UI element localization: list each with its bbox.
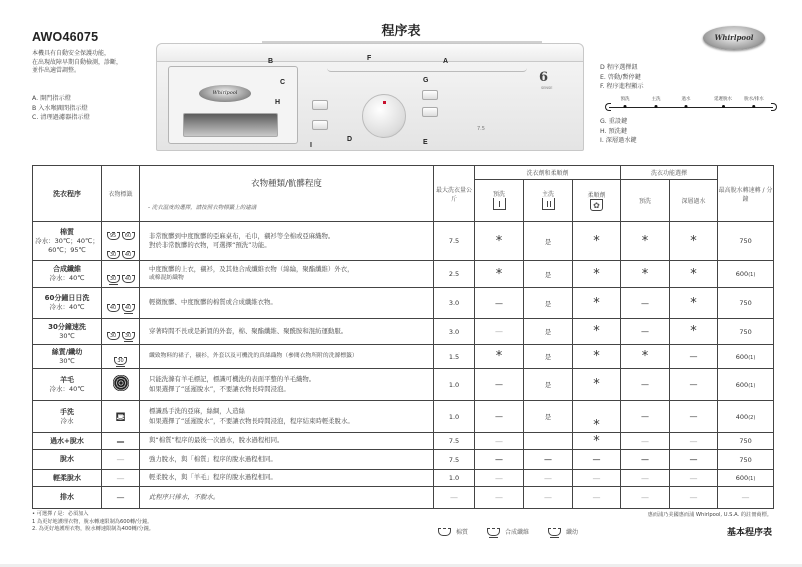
- program-name: 排水: [33, 487, 102, 509]
- care-label-icons: [102, 222, 140, 261]
- care-label-icons: [102, 319, 140, 345]
- fn-prewash-cell: *: [621, 261, 670, 288]
- left-legend: [32, 94, 90, 123]
- wash-temp-icon: 40: [122, 304, 135, 312]
- softener-cell: *: [573, 433, 621, 450]
- program-name: 手洗 冷水: [33, 401, 102, 433]
- legend-synthetic: 合成纖維: [486, 527, 529, 536]
- care-label-none: —: [102, 487, 140, 509]
- dial-marker: [383, 101, 386, 104]
- softener-cell: *: [573, 345, 621, 369]
- control-panel-illustration: [156, 43, 584, 151]
- max-load: 1.5: [434, 345, 475, 369]
- mainwash-cell: 是: [524, 288, 573, 319]
- header-max-load: 最大洗衣量公斤: [434, 166, 475, 222]
- callout-g: G: [423, 77, 429, 84]
- fn-prewash-cell: —: [621, 369, 670, 401]
- fabric-description: 穿著時間不長或是新買的外套，棉、聚酯纖維、聚酰胺和混紡運動服。: [140, 319, 434, 345]
- fn-prewash-cell: —: [621, 401, 670, 433]
- header-fn-deep-rinse: 深層過水: [670, 180, 718, 222]
- intro-line: 在出現故障早期自動檢測，診斷，: [32, 58, 123, 66]
- fn-prewash-cell: —: [621, 288, 670, 319]
- max-spin: 600(1): [718, 369, 774, 401]
- softener-cell: —: [573, 470, 621, 487]
- mainwash-cell: —: [524, 487, 573, 509]
- program-progress-diagram: [605, 97, 777, 112]
- progress-step-rinse: 過水: [682, 96, 691, 108]
- prewash-cell: *: [475, 261, 524, 288]
- table-row: [33, 288, 774, 319]
- fabric-description: 此程序只排水，不脫水。: [140, 487, 434, 509]
- fabric-description: 只能洗滌有羊毛標記，標識可機洗的表面平整的羊毛織物。 如果選擇了“延遲脫水”，不要讓衣物長時間浸泡。: [140, 369, 434, 401]
- max-spin: —: [718, 487, 774, 509]
- progress-step-spin-drain: 脫水/排水: [744, 96, 764, 108]
- callout-a: A: [443, 58, 449, 65]
- max-spin: 750: [718, 433, 774, 450]
- callout-i: I: [310, 142, 312, 149]
- wash-temp-icon: 30: [107, 251, 120, 259]
- delicate-tub-icon: [548, 528, 561, 536]
- callout-c: C: [280, 79, 286, 86]
- max-load: 7.5: [434, 450, 475, 470]
- table-row: [33, 369, 774, 401]
- max-spin: 750: [718, 319, 774, 345]
- mainwash-cell: 是: [524, 222, 573, 261]
- deep-rinse-button: [312, 120, 328, 130]
- legend-cotton: 棉質: [437, 527, 468, 536]
- max-spin: 750: [718, 288, 774, 319]
- footnote-legend: • 可選擇 / 是：必須加入: [32, 511, 89, 517]
- max-load: 2.5: [434, 261, 475, 288]
- care-label-icons: [102, 288, 140, 319]
- mainwash-cell: 是: [524, 319, 573, 345]
- callout-d: D: [347, 136, 353, 143]
- table-row: [33, 345, 774, 369]
- softener-cell: —: [573, 487, 621, 509]
- max-load: 7.5: [434, 222, 475, 261]
- softener-cell: *: [573, 319, 621, 345]
- header-mainwash: 主洗: [524, 180, 573, 222]
- intro-line: 並作出適當調整。: [32, 67, 81, 74]
- table-row: [33, 319, 774, 345]
- legend-item-e: E. 啓動/暫停鍵: [600, 73, 641, 81]
- cotton-tub-icon: [438, 528, 451, 536]
- care-label-icons: [102, 369, 140, 401]
- table-row: [33, 433, 774, 450]
- wash-temp-icon: 40: [122, 251, 135, 259]
- prewash-cell: —: [475, 401, 524, 433]
- max-spin: 750: [718, 450, 774, 470]
- table-row: [33, 450, 774, 470]
- header-softener: 柔順劑 ✿: [573, 180, 621, 222]
- fn-prewash-cell: —: [621, 470, 670, 487]
- max-spin: 600(1): [718, 470, 774, 487]
- softener-cell: *: [573, 222, 621, 261]
- fabric-description: 與“棉質”程序的最後一次過水，脫水過程相同。: [140, 433, 434, 450]
- intro-text: [32, 50, 122, 76]
- wash-temp-icon: 40: [107, 304, 120, 312]
- fn-prewash-cell: —: [621, 319, 670, 345]
- program-name: 30分鐘速洗 30℃: [33, 319, 102, 345]
- wash-temp-icon: 30: [114, 357, 127, 365]
- drawer-handle: [183, 113, 278, 137]
- legend-item-f: F. 程序進程顯示: [600, 83, 644, 90]
- header-care-label: 衣物標籤: [102, 166, 140, 222]
- document-title: 程序表: [381, 24, 421, 39]
- fn-prewash-cell: —: [621, 450, 670, 470]
- fn-deep-rinse-cell: *: [670, 261, 718, 288]
- footnotes: [32, 511, 154, 534]
- header-fabric-type: 衣物種類/骯髒程度 - 洗衣溫度的選擇，請按照衣物標籤上的建議: [140, 166, 434, 222]
- legend-item-d: D 程序選擇鈕: [600, 64, 638, 71]
- fn-deep-rinse-cell: —: [670, 401, 718, 433]
- prewash-cell: *: [475, 222, 524, 261]
- mainwash-cell: —: [524, 450, 573, 470]
- footnote-2: 2. 為更好地護理衣物，脫水轉速限制為400轉/分鐘。: [32, 526, 154, 532]
- woolmark-icon: [113, 375, 129, 391]
- fn-prewash-cell: *: [621, 345, 670, 369]
- mainwash-cell: 是: [524, 261, 573, 288]
- max-load: —: [434, 487, 475, 509]
- legend-item-i: I. 深層過水鍵: [600, 137, 637, 144]
- fabric-description: 輕柔脫水，與「羊毛」程序的脫水過程相同。: [140, 470, 434, 487]
- max-spin: 600(1): [718, 261, 774, 288]
- care-label-icons: [102, 401, 140, 433]
- max-spin: 750: [718, 222, 774, 261]
- softener-cell: *: [573, 369, 621, 401]
- prewash-compartment-icon: [493, 198, 506, 210]
- prewash-cell: —: [475, 470, 524, 487]
- intro-line: 本機具有自動安全保護功能，: [32, 50, 111, 57]
- header-function-group: 洗衣功能選擇: [621, 166, 718, 180]
- max-load: 1.0: [434, 470, 475, 487]
- sense-label: SENSE: [541, 86, 553, 90]
- fn-deep-rinse-cell: *: [670, 319, 718, 345]
- fn-deep-rinse-cell: —: [670, 369, 718, 401]
- program-name: 羊毛 冷水：40℃: [33, 369, 102, 401]
- max-load: 1.0: [434, 401, 475, 433]
- right-legend-top: [600, 63, 644, 92]
- max-spin: 400(2): [718, 401, 774, 433]
- fn-deep-rinse-cell: *: [670, 288, 718, 319]
- softener-cell: *: [573, 288, 621, 319]
- program-name: 輕柔脫水: [33, 470, 102, 487]
- fn-deep-rinse-cell: —: [670, 433, 718, 450]
- sense-badge: 6: [539, 70, 549, 85]
- wash-temp-icon: 30: [107, 332, 120, 340]
- whirlpool-logo: Whirlpool: [703, 26, 765, 50]
- legend-item-g: G. 重設鍵: [600, 118, 628, 125]
- prewash-cell: —: [475, 487, 524, 509]
- program-name: 絲質/纖幼 30℃: [33, 345, 102, 369]
- max-load: 1.0: [434, 369, 475, 401]
- table-row: [33, 261, 774, 288]
- program-name: 合成纖維 冷水：40℃: [33, 261, 102, 288]
- care-label-none: —: [102, 433, 140, 450]
- fn-deep-rinse-cell: —: [670, 470, 718, 487]
- header-prewash: 預洗: [475, 180, 524, 222]
- max-spin: 600(1): [718, 345, 774, 369]
- program-name: 棉質 冷水：30℃；40℃； 60℃；95℃: [33, 222, 102, 261]
- care-symbol-legend: [437, 527, 578, 536]
- drawer-logo: Whirlpool: [199, 85, 251, 102]
- fn-deep-rinse-cell: —: [670, 487, 718, 509]
- prewash-cell: —: [475, 433, 524, 450]
- care-label-icons: [102, 345, 140, 369]
- start-pause-button: [422, 107, 438, 117]
- table-row: [33, 401, 774, 433]
- mainwash-cell: 是: [524, 369, 573, 401]
- care-label-none: —: [102, 470, 140, 487]
- wash-temp-icon: 30: [107, 275, 120, 283]
- progress-step-delayed-spin: 延遲脫水: [714, 96, 732, 108]
- progress-indicator-row: [327, 64, 527, 72]
- section-title: 基本程序表: [726, 528, 772, 538]
- fabric-description: 纖致物料的裙子，襯衫，外套以及可機洗的真絲織物（參閱衣物所附的洗滌標籤）: [140, 345, 434, 369]
- care-label-none: —: [102, 450, 140, 470]
- trademark-notice: 惠而浦乃美國惠而浦 Whirlpool, U.S.A. 的註冊商標。: [647, 512, 772, 518]
- hand-wash-icon: ⛾: [115, 410, 126, 425]
- wash-temp-icon: 60: [122, 232, 135, 240]
- wash-temp-icon: 95: [107, 232, 120, 240]
- prewash-cell: —: [475, 450, 524, 470]
- header-detergent-group: 洗衣劑和柔順劑: [475, 166, 621, 180]
- header-program: 洗衣程序: [33, 166, 102, 222]
- fn-deep-rinse-cell: —: [670, 345, 718, 369]
- fn-prewash-cell: —: [621, 487, 670, 509]
- legend-item-c: C. 清理過濾器指示燈: [32, 114, 90, 121]
- softener-cell: *: [573, 261, 621, 288]
- care-label-icons: [102, 261, 140, 288]
- program-name: 60分鐘日日洗 冷水：40℃: [33, 288, 102, 319]
- legend-item-a: A. 開門指示燈: [32, 95, 71, 102]
- right-legend-bottom: [600, 117, 637, 146]
- mainwash-cell: —: [524, 470, 573, 487]
- legend-delicate: 纖幼: [547, 527, 578, 536]
- fabric-description: 標識爲手洗的亞麻，絲綢，人造絲 如果選擇了“延遲脫水”，不要讓衣物長時間浸泡，程序結束時輕柔脫水。: [140, 401, 434, 433]
- fn-deep-rinse-cell: *: [670, 222, 718, 261]
- capacity-label: 7.5: [477, 126, 485, 132]
- progress-step-mainwash: 主洗: [652, 96, 661, 108]
- header-max-spin: 最高脫水轉速轉 / 分鐘: [718, 166, 774, 222]
- prewash-cell: —: [475, 288, 524, 319]
- legend-item-b: B 入水喉閥閉指示燈: [32, 104, 88, 112]
- softener-cell: *: [573, 401, 621, 433]
- fabric-description: 中度骯髒的上衣，襯衫，及其他合成纖維衣物（綿綸，聚酯纖維）外衣， 或棉混紡織物: [140, 261, 434, 288]
- mainwash-cell: 是: [524, 401, 573, 433]
- footnote-1: 1 為更好地護理衣物，脫水轉速限制為600轉/分鐘。: [32, 518, 153, 525]
- model-number: AWO46075: [32, 30, 99, 44]
- callout-e: E: [423, 139, 428, 146]
- fabric-description: 輕微骯髒、中度骯髒的棉質或合成纖維衣物。: [140, 288, 434, 319]
- table-row: [33, 487, 774, 509]
- wash-temp-icon: 40: [122, 275, 135, 283]
- program-name: 脫水: [33, 450, 102, 470]
- softener-compartment-icon: ✿: [590, 199, 603, 211]
- prewash-cell: —: [475, 319, 524, 345]
- fn-prewash-cell: *: [621, 222, 670, 261]
- progress-step-prewash: 預洗: [621, 96, 630, 108]
- callout-b: B: [268, 58, 274, 65]
- prewash-cell: *: [475, 345, 524, 369]
- mainwash-compartment-icon: [542, 198, 555, 210]
- prewash-button: [312, 100, 328, 110]
- wash-temp-icon: 30: [122, 332, 135, 340]
- softener-cell: —: [573, 450, 621, 470]
- program-table: [32, 165, 774, 509]
- max-load: 3.0: [434, 319, 475, 345]
- program-name: 過水+脫水: [33, 433, 102, 450]
- reset-button: [422, 90, 438, 100]
- fn-deep-rinse-cell: —: [670, 450, 718, 470]
- max-load: 7.5: [434, 433, 475, 450]
- fabric-description: 非常骯髒到中度骯髒的亞麻桌布，毛巾，襯衫等全棉或亞麻織物。 對於非常骯髒的衣物，可選擇“預洗”功能。: [140, 222, 434, 261]
- callout-f: F: [367, 55, 372, 62]
- fabric-description: 強力脫水，與「棉質」程序的脫水過程相同。: [140, 450, 434, 470]
- header-fn-prewash: 預洗: [621, 180, 670, 222]
- synthetic-tub-icon: [487, 528, 500, 536]
- table-row: [33, 222, 774, 261]
- prewash-cell: —: [475, 369, 524, 401]
- fn-prewash-cell: —: [621, 433, 670, 450]
- callout-h: H: [275, 99, 281, 106]
- mainwash-cell: 是: [524, 345, 573, 369]
- max-load: 3.0: [434, 288, 475, 319]
- program-dial: [362, 94, 406, 138]
- mainwash-cell: [524, 433, 573, 450]
- table-row: [33, 470, 774, 487]
- legend-item-h: H. 預洗鍵: [600, 127, 628, 135]
